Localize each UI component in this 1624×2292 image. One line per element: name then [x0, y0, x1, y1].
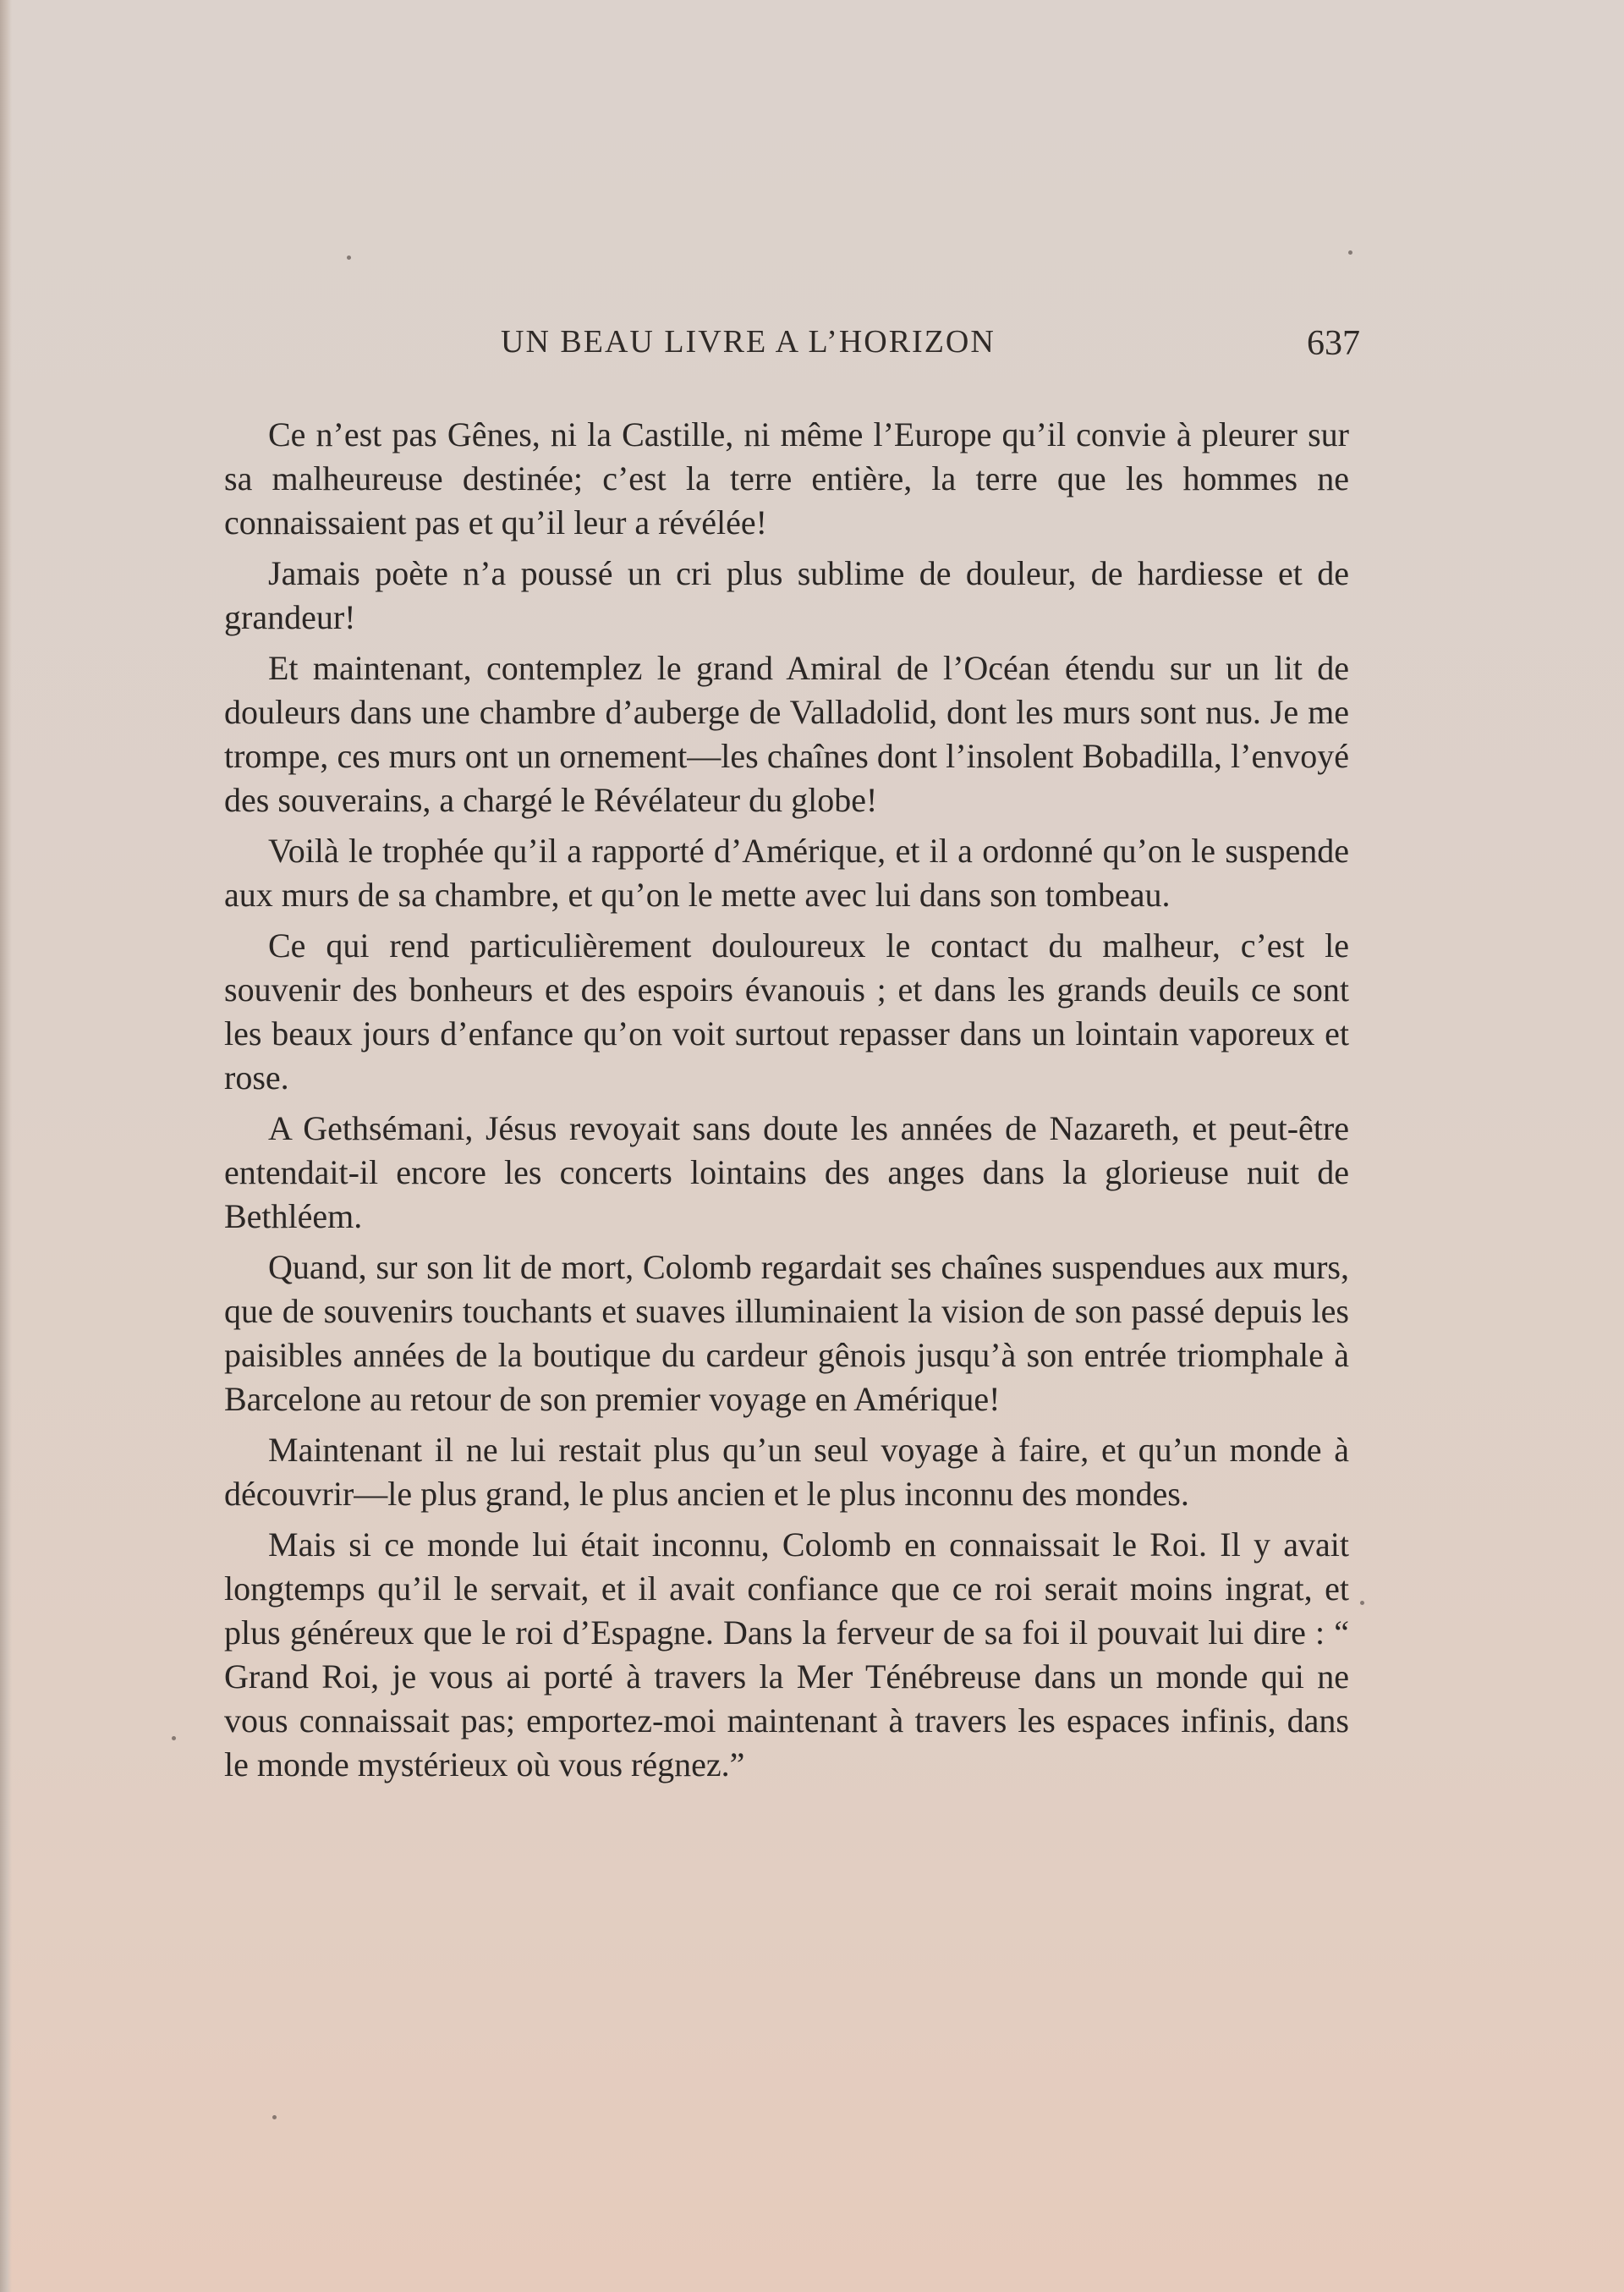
- paragraph: A Gethsémani, Jésus revoyait sans doute les années de Nazareth, et peut-être entendait-il encore les concerts lointains des anges dans la glorieuse nuit de Bethléem.: [224, 1109, 1349, 1235]
- paragraph: Ce n’est pas Gênes, ni la Castille, ni même l’Europe qu’il convie à pleurer sur sa malheureuse destinée; c’est la terre entière, la terre que les hommes ne connaissaient pas et qu’il leur a révélée!: [224, 415, 1349, 541]
- running-header: [501, 323, 1360, 374]
- paper-speck: [347, 256, 351, 260]
- paragraph: Jamais poète n’a poussé un cri plus sublime de douleur, de hardiesse et de grandeur!: [224, 554, 1349, 636]
- paragraph: Mais si ce monde lui était inconnu, Colomb en connaissait le Roi. Il y avait longtemps qu’il le servait, et il avait confiance que ce roi serait moins ingrat, et plus généreux que le roi d’Espagne. Dans la ferveur de sa foi il pouvait lui dire : “ Grand Roi, je vous ai porté à travers la Mer Ténébreuse dans un monde qui ne vous connaissait pas; emportez-moi maintenant à travers les espaces infinis, dans le monde mystérieux où vous régnez.”: [224, 1525, 1349, 1784]
- paragraph: Et maintenant, contemplez le grand Amiral de l’Océan étendu sur un lit de douleurs dans une chambre d’auberge de Valladolid, dont les murs sont nus. Je me trompe, ces murs ont un ornement—les chaînes dont l’insolent Bobadilla, l’envoyé des souverains, a chargé le Révélateur du globe!: [224, 649, 1349, 819]
- page-edge: [0, 0, 12, 2292]
- paragraph: Ce qui rend particulièrement douloureux le contact du malheur, c’est le souvenir des bonheurs et des espoirs évanouis ; et dans les grands deuils ce sont les beaux jours d’enfance qu’on voit surtout repasser dans un lointain vaporeux et rose.: [224, 926, 1349, 1097]
- paper-speck: [172, 1736, 176, 1740]
- paper-speck: [1360, 1601, 1364, 1605]
- paragraph: Quand, sur son lit de mort, Colomb regardait ses chaînes suspendues aux murs, que de souvenirs touchants et suaves illuminaient la vision de son passé depuis les paisibles années de la boutique du cardeur gênois jusqu’à son entrée triomphale à Barcelone au retour de son premier voyage en Amérique!: [224, 1248, 1349, 1418]
- page-number: 637: [1307, 324, 1360, 363]
- paper-speck: [1348, 250, 1352, 255]
- paragraph: Voilà le trophée qu’il a rapporté d’Amérique, et il a ordonné qu’on le suspende aux murs de sa chambre, et qu’on le mette avec lui dans son tombeau.: [224, 832, 1349, 914]
- running-title: UN BEAU LIVRE A L’HORIZON: [501, 324, 996, 360]
- body-text: [224, 413, 1349, 1794]
- paragraph: Maintenant il ne lui restait plus qu’un seul voyage à faire, et qu’un monde à découvrir—le plus grand, le plus ancien et le plus inconnu des mondes.: [224, 1431, 1349, 1513]
- paper-speck: [272, 2115, 277, 2119]
